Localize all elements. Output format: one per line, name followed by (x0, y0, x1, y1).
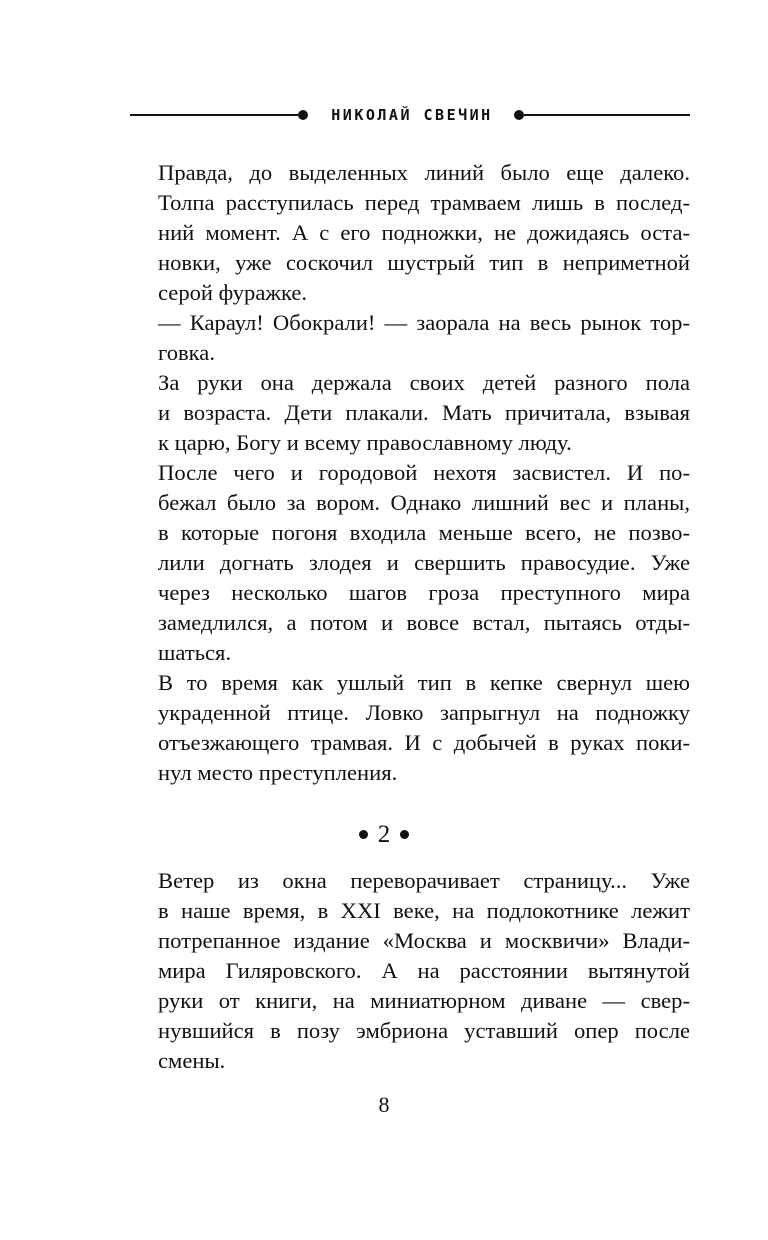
text-line: лили догнать злодея и свершить правосудие. Уже (158, 550, 690, 575)
section-bullet-right (400, 830, 409, 839)
paragraph (130, 158, 690, 308)
text-line: шаться. (158, 640, 232, 665)
paragraph (130, 458, 690, 668)
header-rule-right (524, 114, 690, 116)
text-line: украденной птице. Ловко запрыгнул на подножку (158, 700, 690, 725)
paragraph (130, 368, 690, 458)
paragraph (130, 866, 690, 1076)
text-line: через несколько шагов гроза преступного мира (158, 580, 690, 605)
text-line: говка. (158, 340, 215, 365)
body-text-block-2 (130, 866, 690, 1076)
text-line: бежал было за вором. Однако лишний вес и планы, (158, 490, 690, 515)
text-line: Толпа расступилась перед трамваем лишь в послед- (158, 190, 690, 215)
text-line: — Караул! Обокрали! — заорала на весь рынок тор- (158, 310, 690, 335)
paragraph (130, 668, 690, 788)
text-line: серой фуражке. (158, 280, 308, 305)
page-number: 8 (378, 1092, 390, 1117)
header-dot-right (514, 110, 524, 120)
text-line: Правда, до выделенных линий было еще далеко. (158, 160, 690, 185)
text-line: к царю, Богу и всему православному люду. (158, 430, 572, 455)
text-line: и возраста. Дети плакали. Мать причитала, взывая (158, 400, 690, 425)
header-rule-left (130, 114, 298, 116)
text-line: потрепанное издание «Москва и москвичи» Влади- (158, 928, 690, 953)
text-line: в наше время, в XXI веке, на подлокотнике лежит (158, 898, 690, 923)
header-author: НИКОЛАЙ СВЕЧИН (331, 106, 493, 124)
section-number: 2 (377, 821, 391, 848)
section-number-marker (0, 818, 768, 852)
text-line: нувшийся в позу эмбриона уставший опер после (158, 1018, 690, 1043)
text-line: После чего и городовой нехотя засвистел. И по- (158, 460, 690, 485)
text-line: в которые погоня входила меньше всего, не позво- (158, 520, 690, 545)
text-line: мира Гиляровского. А на расстоянии вытянутой (158, 958, 690, 983)
text-line: Ветер из окна переворачивает страницу... Уже (158, 868, 690, 893)
header-dot-left (298, 110, 308, 120)
text-line: отъезжающего трамвая. И с добычей в руках поки- (158, 730, 690, 755)
text-line: руки от книги, на миниатюрном диване — свер- (158, 988, 690, 1013)
section-bullet-left (359, 830, 368, 839)
text-line: смены. (158, 1048, 226, 1073)
text-line: В то время как ушлый тип в кепке свернул шею (158, 670, 690, 695)
body-text-block-1 (130, 158, 690, 788)
text-line: замедлился, а потом и вовсе встал, пытаясь отды- (158, 610, 690, 635)
text-line: нул место преступления. (158, 760, 398, 785)
text-line: За руки она держала своих детей разного пола (158, 370, 690, 395)
running-header (130, 104, 690, 126)
text-line: новки, уже соскочил шустрый тип в неприметной (158, 250, 690, 275)
paragraph (130, 308, 690, 368)
text-line: ний момент. А с его подножки, не дожидаясь оста- (158, 220, 690, 245)
